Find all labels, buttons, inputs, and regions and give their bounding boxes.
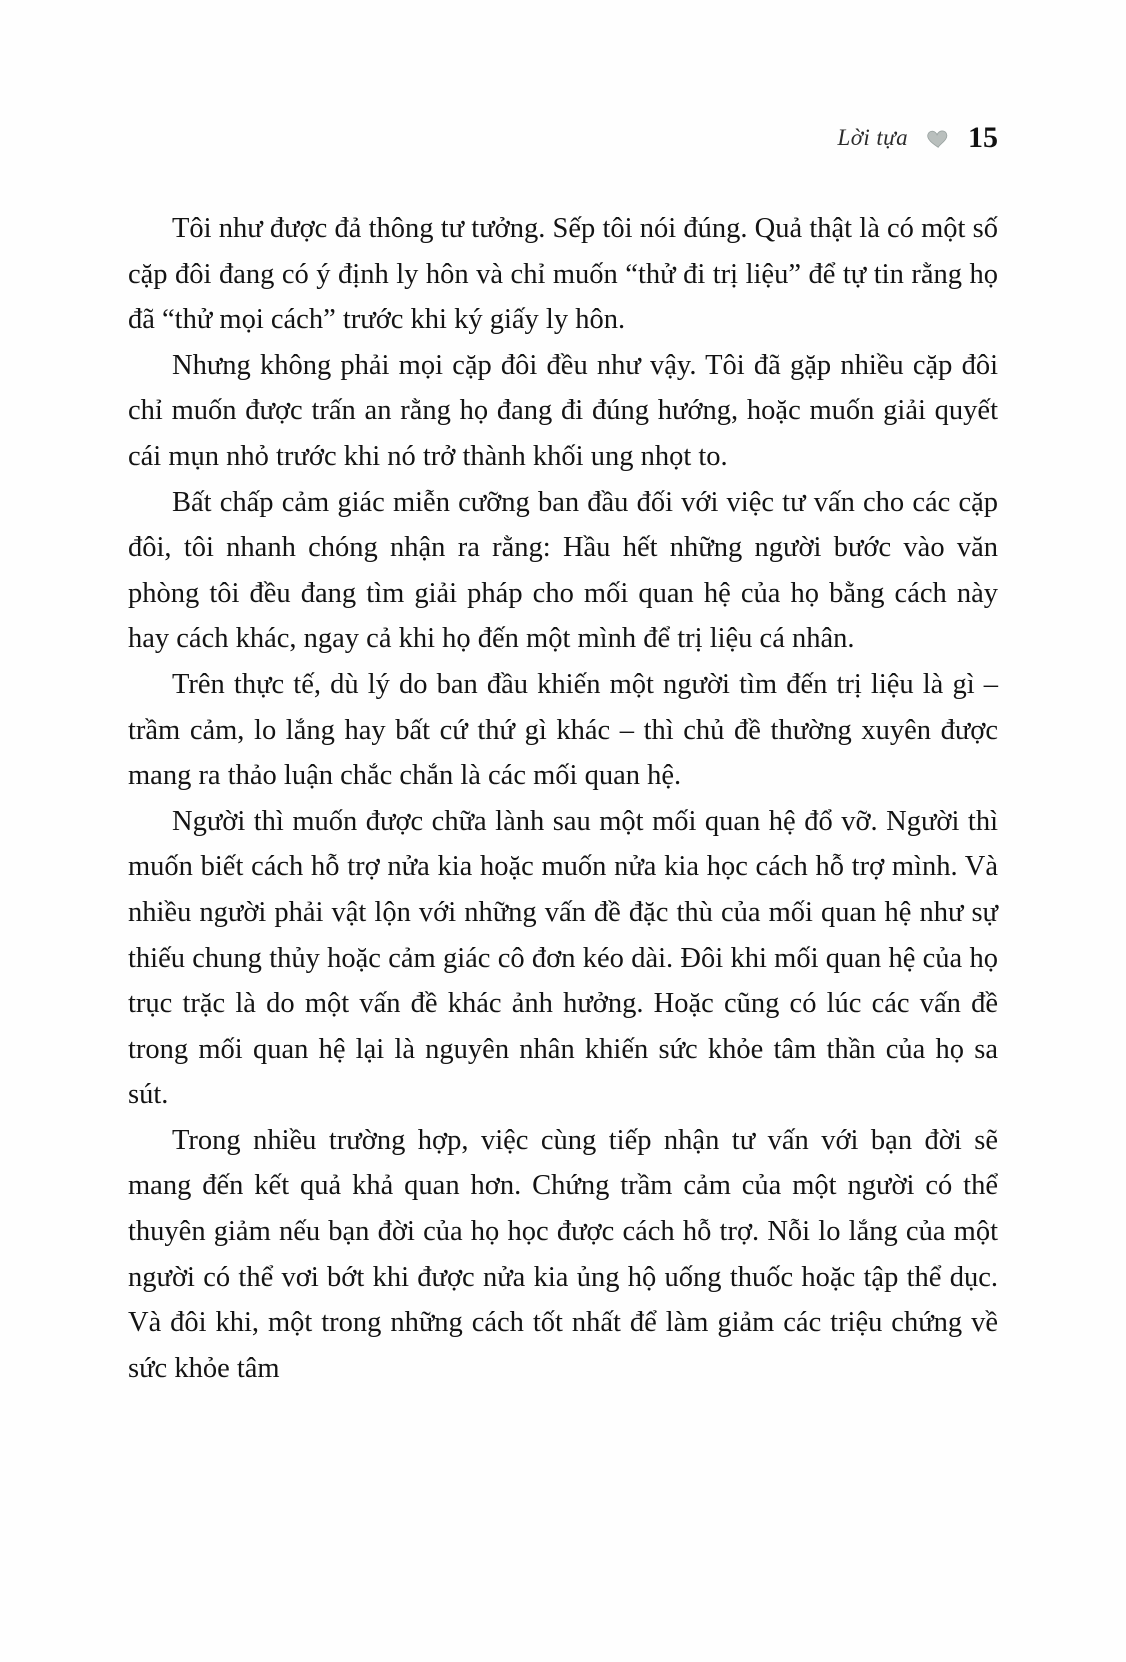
running-head [838,118,998,158]
paragraph: Nhưng không phải mọi cặp đôi đều như vậy. Tôi đã gặp nhiều cặp đôi chỉ muốn được trấn an rằng họ đang đi đúng hướng, hoặc muốn giải quyết cái mụn nhỏ trước khi nó trở thành khối ung nhọt to. [128,349,998,472]
page-number: 15 [968,121,998,154]
paragraph: Bất chấp cảm giác miễn cưỡng ban đầu đối với việc tư vấn cho các cặp đôi, tôi nhanh chóng nhận ra rằng: Hầu hết những người bước vào văn phòng tôi đều đang tìm giải pháp cho mối quan hệ của họ bằng cách này hay cách khác, ngay cả khi họ đến một mình để trị liệu cá nhân. [128,486,998,655]
body-text-column [128,206,998,1391]
paragraph: Người thì muốn được chữa lành sau một mối quan hệ đổ vỡ. Người thì muốn biết cách hỗ trợ nửa kia hoặc muốn nửa kia học cách hỗ trợ mình. Và nhiều người phải vật lộn với những vấn đề đặc thù của mối quan hệ như sự thiếu chung thủy hoặc cảm giác cô đơn kéo dài. Đôi khi mối quan hệ của họ trục trặc là do một vấn đề khác ảnh hưởng. Hoặc cũng có lúc các vấn đề trong mối quan hệ lại là nguyên nhân khiến sức khỏe tâm thần của họ sa sút. [128,805,998,1111]
paragraph: Trên thực tế, dù lý do ban đầu khiến một người tìm đến trị liệu là gì – trầm cảm, lo lắng hay bất cứ thứ gì khác – thì chủ đề thường xuyên được mang ra thảo luận chắc chắn là các mối quan hệ. [128,668,998,792]
chapter-title: Lời tựa [837,125,908,150]
paragraph: Trong nhiều trường hợp, việc cùng tiếp nhận tư vấn với bạn đời sẽ mang đến kết quả khả quan hơn. Chứng trầm cảm của một người có thể thuyên giảm nếu bạn đời của họ học được cách hỗ trợ. Nỗi lo lắng của một người có thể vơi bớt khi được nửa kia ủng hộ uống thuốc hoặc tập thể dục. Và đôi khi, một trong những cách tốt nhất để làm giảm các triệu chứng về sức khỏe tâm [128,1124,998,1384]
paragraph: Tôi như được đả thông tư tưởng. Sếp tôi nói đúng. Quả thật là có một số cặp đôi đang có ý định ly hôn và chỉ muốn “thử đi trị liệu” để tự tin rằng họ đã “thử mọi cách” trước khi ký giấy ly hôn. [128,213,998,336]
heart-icon [925,125,951,151]
